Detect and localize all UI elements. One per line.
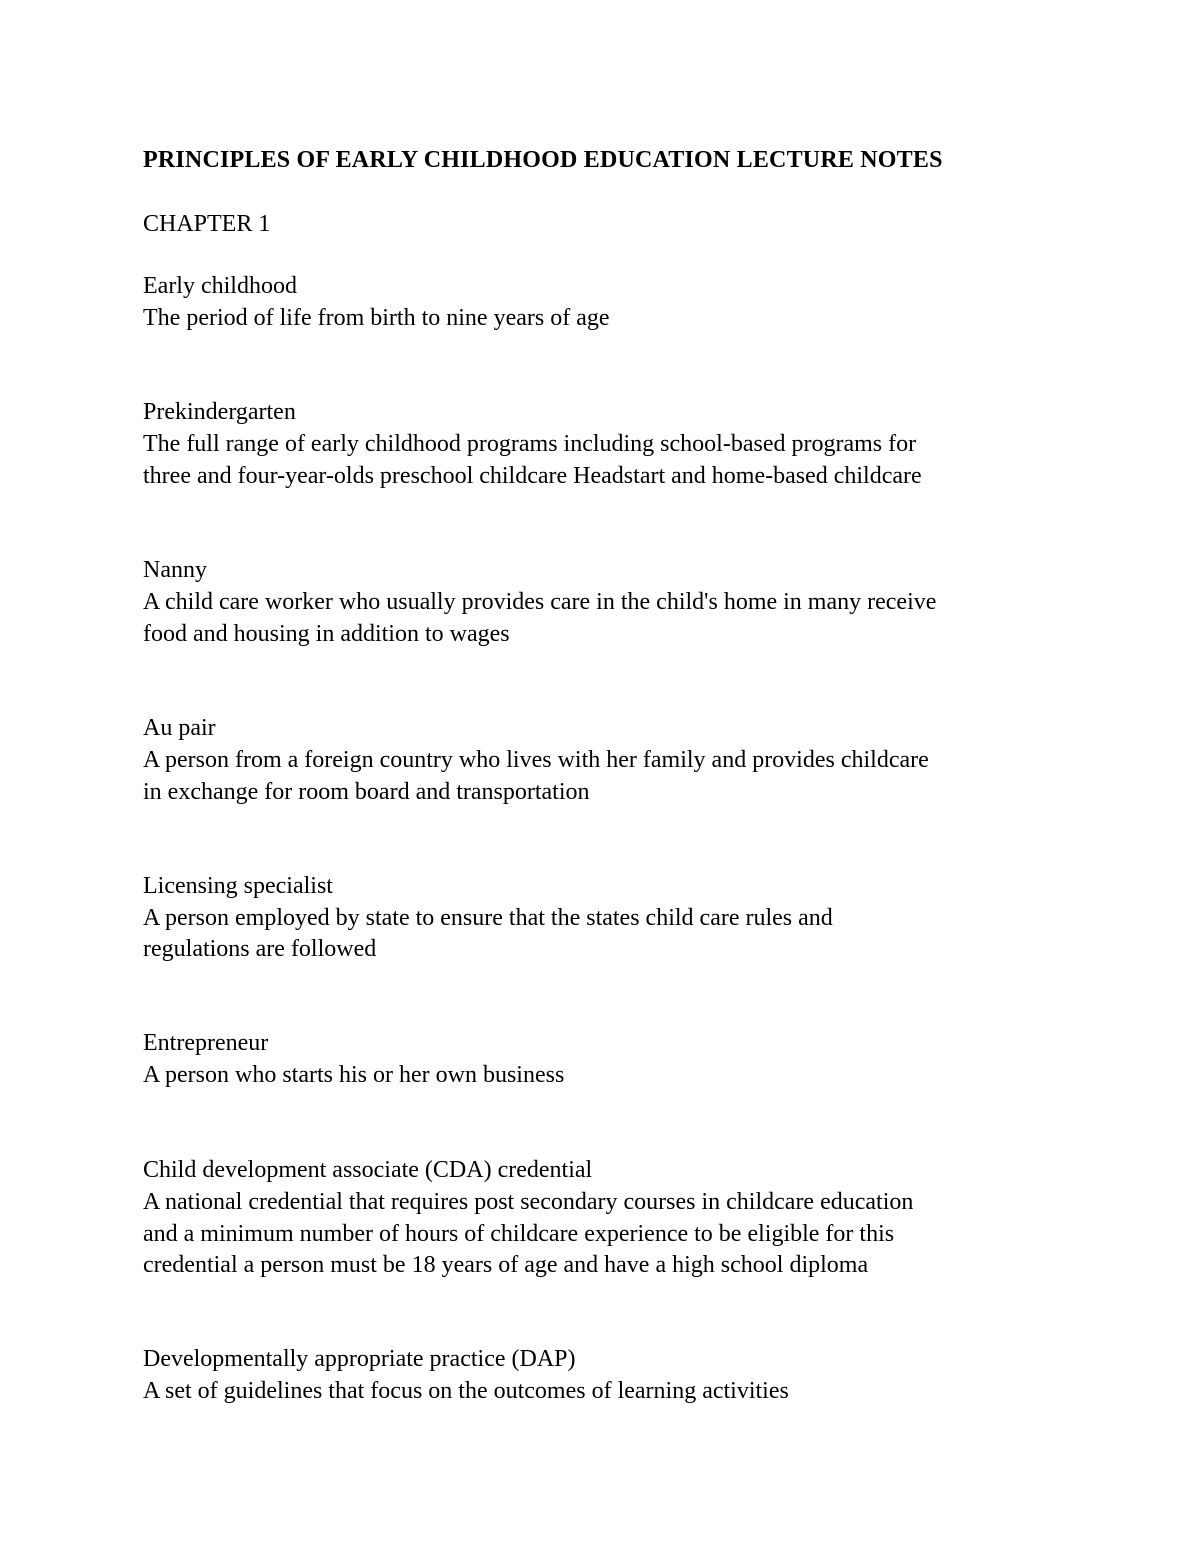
definition-line: A person from a foreign country who lives with her family and provides childcare	[143, 747, 929, 773]
definition-line: credential a person must be 18 years of age and have a high school diploma	[143, 1252, 869, 1278]
definition-line: A child care worker who usually provides care in the child's home in many receive	[143, 589, 937, 615]
definition-line: food and housing in addition to wages	[143, 621, 510, 647]
definition-line: and a minimum number of hours of childcare experience to be eligible for this	[143, 1221, 895, 1247]
chapter-heading: CHAPTER 1	[143, 211, 271, 237]
definition-line: in exchange for room board and transportation	[143, 779, 590, 805]
definition-line: regulations are followed	[143, 936, 377, 962]
term-entrepreneur: Entrepreneur	[143, 1030, 269, 1056]
definition-line: A set of guidelines that focus on the outcomes of learning activities	[143, 1378, 789, 1404]
term-nanny: Nanny	[143, 557, 207, 583]
document-title: PRINCIPLES OF EARLY CHILDHOOD EDUCATION LECTURE NOTES	[143, 147, 943, 173]
definition-line: A person who starts his or her own business	[143, 1062, 565, 1088]
definition-line: three and four-year-olds preschool childcare Headstart and home-based childcare	[143, 463, 922, 489]
term-licensing-specialist: Licensing specialist	[143, 873, 333, 899]
definition-line: The period of life from birth to nine years of age	[143, 305, 610, 331]
definition-line: A person employed by state to ensure that the states child care rules and	[143, 905, 833, 931]
term-au-pair: Au pair	[143, 715, 216, 741]
term-prekindergarten: Prekindergarten	[143, 399, 296, 425]
term-early-childhood: Early childhood	[143, 273, 297, 299]
definition-line: The full range of early childhood programs including school-based programs for	[143, 431, 917, 457]
term-cda-credential: Child development associate (CDA) credential	[143, 1157, 593, 1183]
definition-line: A national credential that requires post secondary courses in childcare education	[143, 1189, 914, 1215]
term-dap: Developmentally appropriate practice (DAP)	[143, 1346, 576, 1372]
